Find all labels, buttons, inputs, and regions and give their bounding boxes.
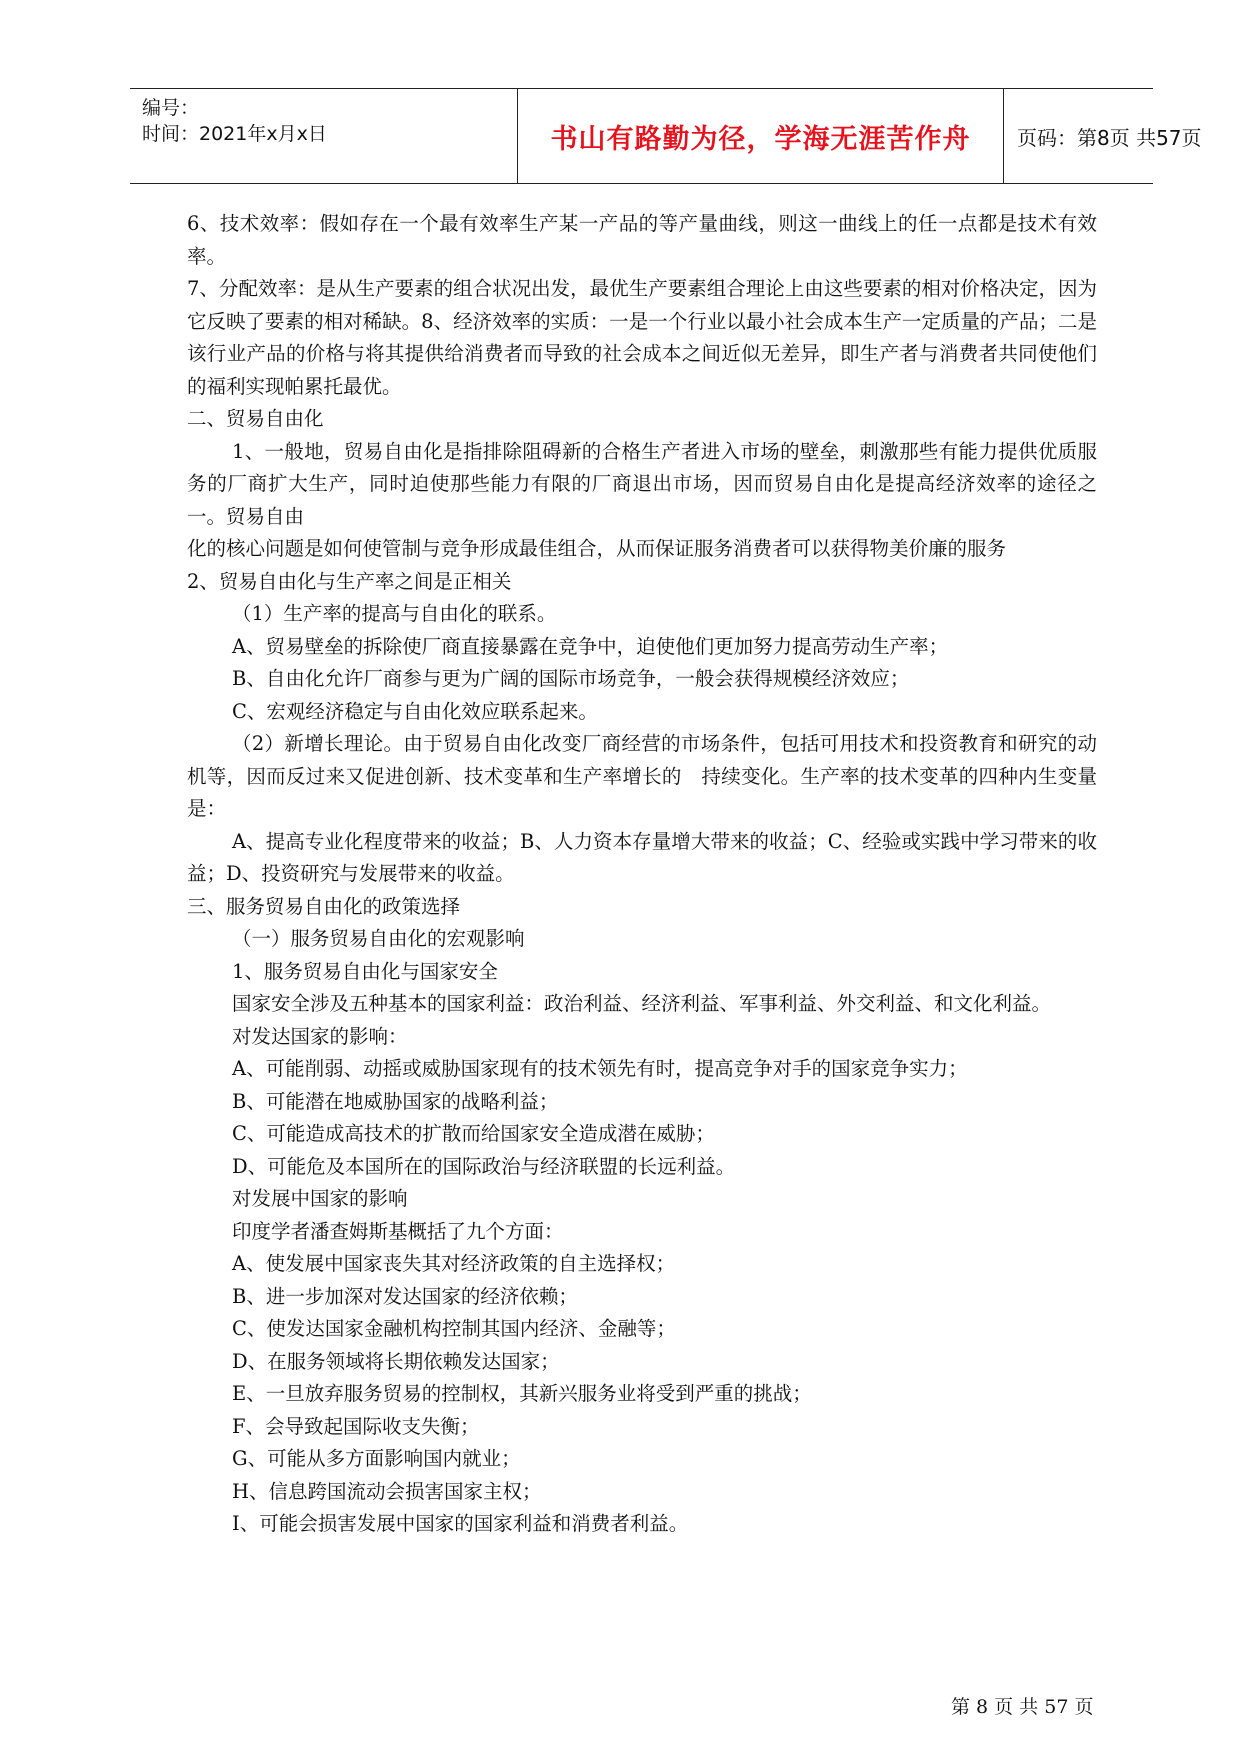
section-heading: 二、贸易自由化 (187, 407, 324, 430)
list-item: H、信息跨国流动会损害国家主权； (232, 1479, 542, 1503)
list-item: C、使发达国家金融机构控制其国内经济、金融等； (232, 1317, 676, 1340)
page-footer: 第 8 页 共 57 页 (951, 1696, 1094, 1718)
list-item: B、自由化允许厂商参与更为广阔的国际市场竞争，一般会获得规模经济效应； (232, 667, 910, 690)
document-body (187, 208, 1097, 1541)
list-item: G、可能从多方面影响国内就业； (232, 1447, 521, 1470)
subsection-heading: 1、服务贸易自由化与国家安全 (232, 959, 498, 983)
paragraph: A、提高专业化程度带来的收益；B、人力资本存量增大带来的收益；C、经验或实践中学习带来的收益；D、投资研究与发展带来的收益。 (187, 829, 1097, 885)
list-item: E、一旦放弃服务贸易的控制权，其新兴服务业将受到严重的挑战； (232, 1382, 812, 1405)
paragraph: 1、一般地，贸易自由化是指排除阻碍新的合格生产者进入市场的壁垒，刺激那些有能力提供优质服务的厂商扩大生产，同时迫使那些能力有限的厂商退出市场，因而贸易自由化是提高经济效率的途径之一。贸易自由 (187, 439, 1097, 528)
header-motto-cell (517, 89, 1004, 183)
subsection-heading: （一）服务贸易自由化的宏观影响 (232, 927, 525, 950)
paragraph: （1）生产率的提高与自由化的联系。 (232, 602, 557, 625)
list-item: B、可能潜在地威胁国家的战略利益； (232, 1089, 559, 1113)
list-item: I、可能会损害发展中国家的国家利益和消费者利益。 (232, 1512, 689, 1535)
list-item: C、可能造成高技术的扩散而给国家安全造成潜在威胁； (232, 1122, 715, 1145)
paragraph: 7、分配效率：是从生产要素的组合状况出发，最优生产要素组合理论上由这些要素的相对价格决定，因为它反映了要素的相对稀缺。8、经济效率的实质：一是一个行业以最小社会成本生产一定质量的产品；二是该行业产品的价格与将其提供给消费者而导致的社会成本之间近似无差异，即生产者与消费者共同使他们的福利实现帕累托最优。 (187, 277, 1097, 398)
list-item: A、使发展中国家丧失其对经济政策的自主选择权； (232, 1252, 676, 1275)
paragraph: 2、贸易自由化与生产率之间是正相关 (187, 569, 512, 593)
header-meta (142, 89, 517, 183)
paragraph: 6、技术效率：假如存在一个最有效率生产某一产品的等产量曲线，则这一曲线上的任一点都是技术有效率。 (187, 212, 1097, 268)
list-item: A、可能削弱、动摇或威胁国家现有的技术领先有时，提高竞争对手的国家竞争实力； (232, 1057, 968, 1080)
list-item: D、在服务领域将长期依赖发达国家； (232, 1349, 560, 1373)
paragraph: 印度学者潘查姆斯基概括了九个方面： (232, 1219, 564, 1243)
header-page-cell (1017, 89, 1202, 183)
list-item: B、进一步加深对发达国家的经济依赖； (232, 1284, 578, 1308)
paragraph: 对发展中国家的影响 (232, 1187, 408, 1210)
list-item: A、贸易壁垒的拆除使厂商直接暴露在竞争中，迫使他们更加努力提高劳动生产率； (232, 634, 949, 658)
paragraph: 对发达国家的影响： (232, 1024, 408, 1048)
list-item: C、宏观经济稳定与自由化效应联系起来。 (232, 699, 598, 723)
document-time-label: 时间：2021年x月x日 (142, 123, 327, 145)
paragraph: 化的核心问题是如何使管制与竞争形成最佳组合，从而保证服务消费者可以获得物美价廉的服务 (187, 537, 1007, 560)
header-page-number: 页码：第8页 共57页 (1017, 125, 1202, 150)
paragraph: 国家安全涉及五种基本的国家利益：政治利益、经济利益、军事利益、外交利益、和文化利益。 (232, 992, 1052, 1015)
document-header (130, 88, 1202, 184)
list-item: F、会导致起国际收支失衡； (232, 1414, 480, 1438)
list-item: D、可能危及本国所在的国际政治与经济联盟的长远利益。 (232, 1154, 736, 1178)
header-motto: 书山有路勤为径，学海无涯苦作舟 (550, 123, 971, 155)
paragraph: （2）新增长理论。由于贸易自由化改变厂商经营的市场条件，包括可用技术和投资教育和研究的动机等，因而反过来又促进创新、技术变革和生产率增长的 持续变化。生产率的技术变革的四种内生变量是： (187, 732, 1097, 820)
section-heading: 三、服务贸易自由化的政策选择 (187, 894, 461, 918)
document-number-label: 编号： (142, 97, 200, 119)
